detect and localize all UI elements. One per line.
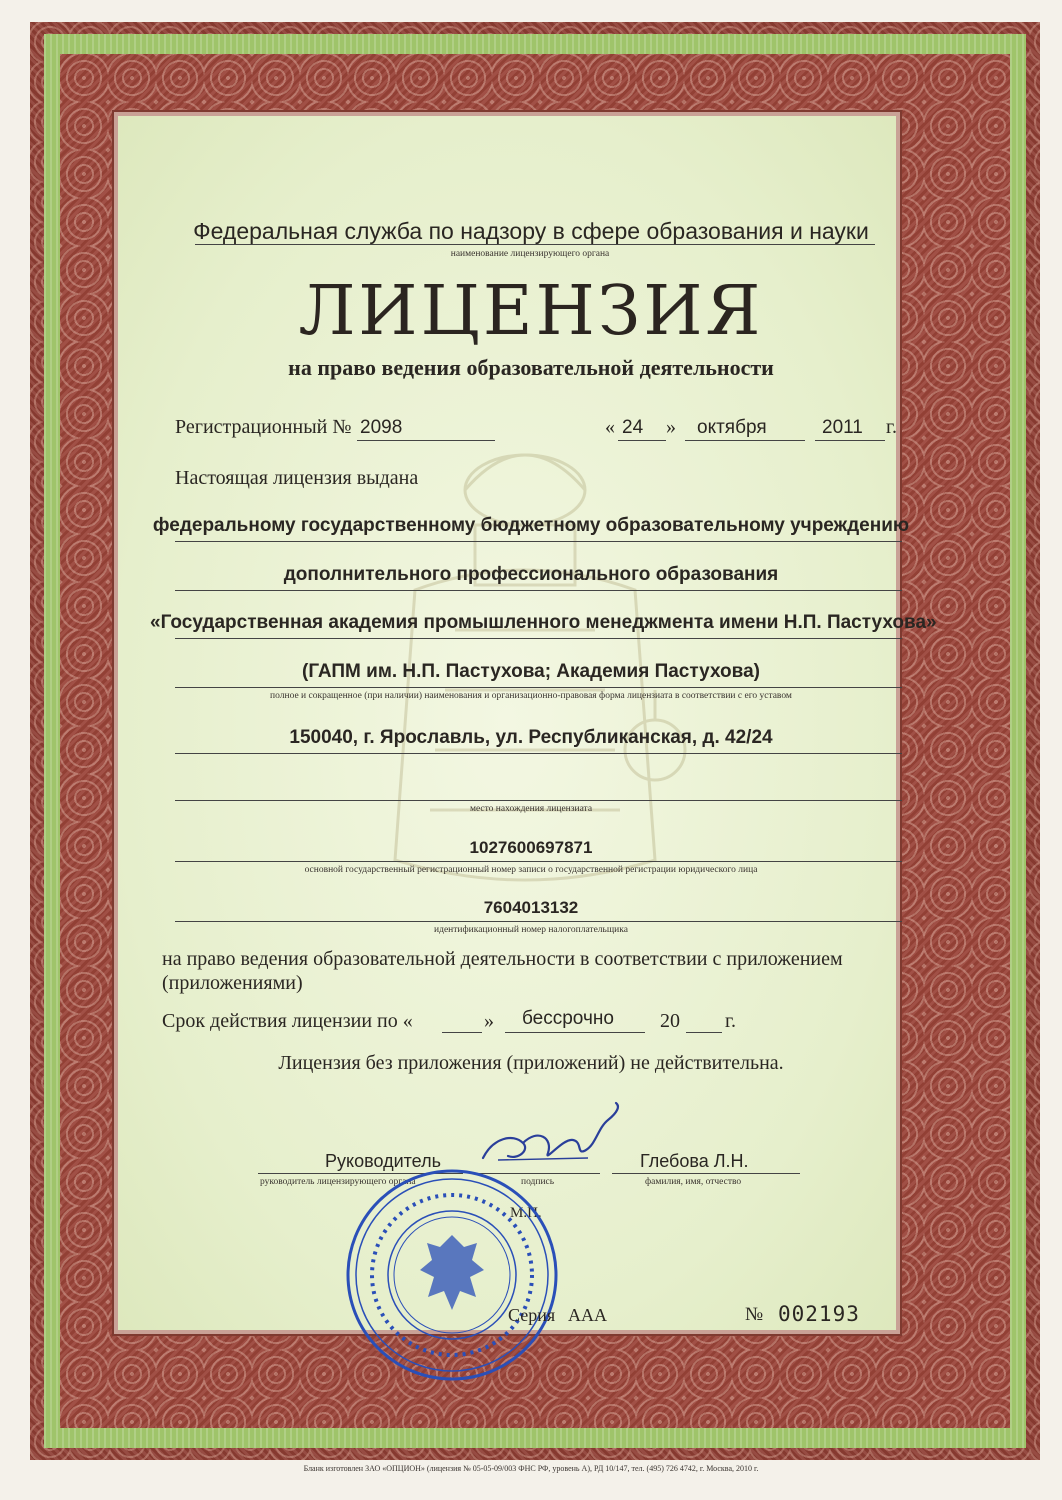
official-round-stamp <box>342 1165 562 1385</box>
validity-suffix: г. <box>725 1010 736 1032</box>
printer-footer: Бланк изготовлен ЗАО «ОПЦИОН» (лицензия № 05-05-09/003 ФНС РФ, уровень А), РД 10/147, тел. (495) 726 4742, г. Москва, 2010 г. <box>303 1464 759 1473</box>
serial-number-label: № <box>745 1304 764 1325</box>
validity-year: 20 <box>660 1010 680 1032</box>
right-text-line2: (приложениями) <box>162 972 303 994</box>
inn-caption: идентификационный номер налогоплательщика <box>434 925 628 935</box>
licensee-name-caption: полное и сокращенное (при наличии) наименования и организационно-правовая форма лицензиата в соответствии с его уставом <box>270 691 792 701</box>
validity-day-underline <box>442 1032 482 1033</box>
document-title: ЛИЦЕНЗИЯ <box>298 272 764 351</box>
role-caption: руководитель лицензирующего органа <box>260 1177 416 1187</box>
signatory-name: Глебова Л.Н. <box>640 1151 749 1171</box>
authority-name: Федеральная служба по надзору в сфере образования и науки <box>193 218 869 244</box>
inn-underline <box>175 921 902 922</box>
validity-value-underline <box>505 1032 645 1033</box>
registration-year: 2011 <box>822 417 863 438</box>
issued-label: Настоящая лицензия выдана <box>175 467 419 489</box>
ogrn-value: 1027600697871 <box>469 838 593 857</box>
licensee-line2-underline <box>175 590 902 591</box>
validity-label: Срок действия лицензии по « <box>162 1010 413 1032</box>
name-underline <box>612 1173 800 1174</box>
month-underline <box>685 440 805 441</box>
inn-value: 7604013132 <box>483 898 579 917</box>
licensee-name-line1: федеральному государственному бюджетному образовательному учреждению <box>152 515 910 536</box>
serial-number: 002193 <box>778 1302 860 1326</box>
date-quote-open: « <box>605 416 615 438</box>
validity-quote-close: » <box>484 1010 494 1032</box>
licensee-line1-underline <box>175 541 902 542</box>
registration-label: Регистрационный № <box>175 416 352 438</box>
validity-year-underline <box>686 1032 722 1033</box>
licensee-name-line4: (ГАПМ им. Н.П. Пастухова; Академия Пастухова) <box>302 661 760 682</box>
licensee-name-line3: «Государственная академия промышленного менеджмента имени Н.П. Пастухова» <box>150 612 937 633</box>
signatory-role: Руководитель <box>325 1151 441 1171</box>
stamp-place-mark: М.П. <box>510 1205 542 1221</box>
registration-number-underline <box>357 440 495 441</box>
validity-note: Лицензия без приложения (приложений) не действительна. <box>278 1052 784 1074</box>
year-suffix: г. <box>886 416 897 438</box>
licensee-address: 150040, г. Ярославль, ул. Республиканская, д. 42/24 <box>289 727 773 748</box>
date-quote-close: » <box>666 416 676 438</box>
document-subtitle: на право ведения образовательной деятельности <box>288 355 774 380</box>
licensee-line3-underline <box>175 638 902 639</box>
series-value: ААА <box>568 1305 607 1325</box>
registration-month: октября <box>697 417 767 438</box>
registration-number: 2098 <box>360 417 403 438</box>
address-underline-1 <box>175 753 902 754</box>
year-underline <box>815 440 885 441</box>
validity-value: бессрочно <box>522 1008 614 1029</box>
name-caption: фамилия, имя, отчество <box>645 1177 742 1187</box>
signature-caption: подпись <box>521 1177 555 1187</box>
address-caption: место нахождения лицензиата <box>469 804 593 814</box>
ogrn-caption: основной государственный регистрационный номер записи о государственной регистрации юридического лица <box>304 865 758 875</box>
authority-underline <box>195 244 875 245</box>
day-underline <box>618 440 666 441</box>
right-text-line1: на право ведения образовательной деятельности в соответствии с приложением <box>162 948 843 970</box>
licensee-line4-underline <box>175 687 902 688</box>
address-underline-2 <box>175 800 902 801</box>
series-label: Серия <box>508 1305 556 1325</box>
registration-day: 24 <box>622 417 644 438</box>
ogrn-underline <box>175 861 902 862</box>
licensee-name-line2: дополнительного профессионального образования <box>283 564 779 585</box>
authority-caption: наименование лицензирующего органа <box>450 249 610 259</box>
